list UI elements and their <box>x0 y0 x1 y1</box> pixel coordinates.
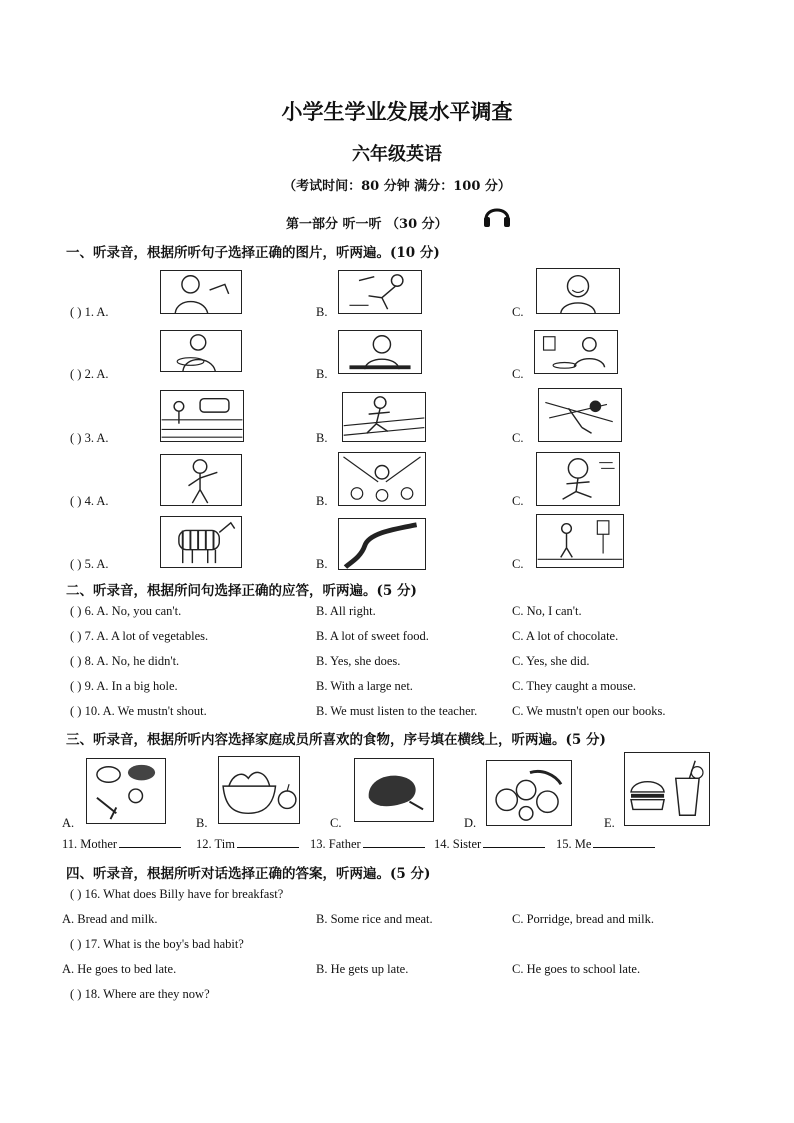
q3-picture-b <box>342 392 426 442</box>
q14-blank <box>434 837 545 852</box>
q13-label: 13. Father <box>310 837 361 851</box>
q6-option-b: B. All right. <box>316 604 376 618</box>
q9-option-b: B. With a large net. <box>316 679 413 693</box>
page-title: 小学生学业发展水平调查 <box>281 99 513 124</box>
q11-answer-line[interactable] <box>119 837 181 848</box>
food-picture-e-burger-drink <box>624 752 710 826</box>
q12-blank <box>196 837 299 852</box>
q3-number: ( ) 3. A. <box>70 431 109 445</box>
q2-picture-b <box>338 330 422 374</box>
q3-option-b: B. <box>316 431 328 445</box>
q17-question: ( ) 17. What is the boy's bad habit? <box>70 937 244 951</box>
q4-option-b: B. <box>316 494 328 508</box>
q4-picture-a <box>160 454 242 506</box>
q5-picture-b <box>338 518 426 570</box>
q17-option-c: C. He goes to school late. <box>512 962 641 976</box>
q17-option-b: B. He gets up late. <box>316 962 409 976</box>
q1-number: ( ) 1. A. <box>70 305 109 319</box>
q15-label: 15. Me <box>556 837 592 851</box>
q5-picture-a <box>160 516 242 568</box>
section4-heading: 四、听录音，根据所听对话选择正确的答案，听两遍。(5 分) <box>66 866 431 882</box>
exam-info: （考试时间：80 分钟 满分：100 分） <box>283 179 511 194</box>
q15-blank <box>556 837 655 852</box>
q8-question: ( ) 8. A. No, he didn't. <box>70 654 180 668</box>
food-label-d: D. <box>464 816 477 830</box>
q5-number: ( ) 5. A. <box>70 557 109 571</box>
q18-question: ( ) 18. Where are they now? <box>70 987 210 1001</box>
q1-option-b: B. <box>316 305 328 319</box>
q13-answer-line[interactable] <box>363 837 425 848</box>
section2-heading: 二、听录音，根据所问句选择正确的应答，听两遍。(5 分) <box>66 583 417 599</box>
q6-question: ( ) 6. A. No, you can't. <box>70 604 182 618</box>
q14-label: 14. Sister <box>434 837 482 851</box>
q10-option-c: C. We mustn't open our books. <box>512 704 666 718</box>
q16-option-a: A. Bread and milk. <box>62 912 158 926</box>
section3-heading: 三、听录音，根据所听内容选择家庭成员所喜欢的食物，序号填在横线上，听两遍。(5 分) <box>66 732 606 748</box>
q4-picture-c <box>536 452 620 506</box>
page-subtitle: 六年级英语 <box>352 144 442 165</box>
food-picture-a-vegetables <box>86 758 166 824</box>
q16-option-c: C. Porridge, bread and milk. <box>512 912 654 926</box>
q15-answer-line[interactable] <box>593 837 655 848</box>
q10-option-b: B. We must listen to the teacher. <box>316 704 478 718</box>
q3-picture-a <box>160 390 244 442</box>
food-label-e: E. <box>604 816 615 830</box>
q17-option-a: A. He goes to bed late. <box>62 962 177 976</box>
food-label-c: C. <box>330 816 342 830</box>
q12-answer-line[interactable] <box>237 837 299 848</box>
q11-blank <box>62 837 181 852</box>
q7-option-c: C. A lot of chocolate. <box>512 629 619 643</box>
headphones-icon <box>482 201 512 229</box>
q16-option-b: B. Some rice and meat. <box>316 912 433 926</box>
q5-option-c: C. <box>512 557 524 571</box>
food-label-b: B. <box>196 816 208 830</box>
q3-option-c: C. <box>512 431 524 445</box>
q16-question: ( ) 16. What does Billy have for breakfast? <box>70 887 284 901</box>
food-picture-d-fruit <box>486 760 572 826</box>
food-picture-c-meat <box>354 758 434 822</box>
q5-picture-c <box>536 514 624 568</box>
food-label-a: A. <box>62 816 75 830</box>
q13-blank <box>310 837 425 852</box>
q2-option-c: C. <box>512 367 524 381</box>
q1-picture-c <box>536 268 620 314</box>
q7-question: ( ) 7. A. A lot of vegetables. <box>70 629 209 643</box>
section1-heading: 一、听录音，根据所听句子选择正确的图片，听两遍。(10 分) <box>66 245 440 261</box>
part-title: 第一部分 听一听 （30 分） <box>286 217 448 232</box>
q12-label: 12. Tim <box>196 837 235 851</box>
q14-answer-line[interactable] <box>483 837 545 848</box>
q10-question: ( ) 10. A. We mustn't shout. <box>70 704 207 718</box>
q11-label: 11. Mother <box>62 837 118 851</box>
q2-option-b: B. <box>316 367 328 381</box>
q5-option-b: B. <box>316 557 328 571</box>
q8-option-c: C. Yes, she did. <box>512 654 590 668</box>
q4-option-c: C. <box>512 494 524 508</box>
q2-picture-a <box>160 330 242 372</box>
q1-picture-b <box>338 270 422 314</box>
q1-picture-a <box>160 270 242 314</box>
q1-option-c: C. <box>512 305 524 319</box>
q4-number: ( ) 4. A. <box>70 494 109 508</box>
q7-option-b: B. A lot of sweet food. <box>316 629 429 643</box>
food-picture-b-noodles-apple <box>218 756 300 824</box>
q9-question: ( ) 9. A. In a big hole. <box>70 679 178 693</box>
q8-option-b: B. Yes, she does. <box>316 654 401 668</box>
q6-option-c: C. No, I can't. <box>512 604 582 618</box>
q9-option-c: C. They caught a mouse. <box>512 679 637 693</box>
q2-number: ( ) 2. A. <box>70 367 109 381</box>
q4-picture-b <box>338 452 426 506</box>
q2-picture-c <box>534 330 618 374</box>
q3-picture-c <box>538 388 622 442</box>
